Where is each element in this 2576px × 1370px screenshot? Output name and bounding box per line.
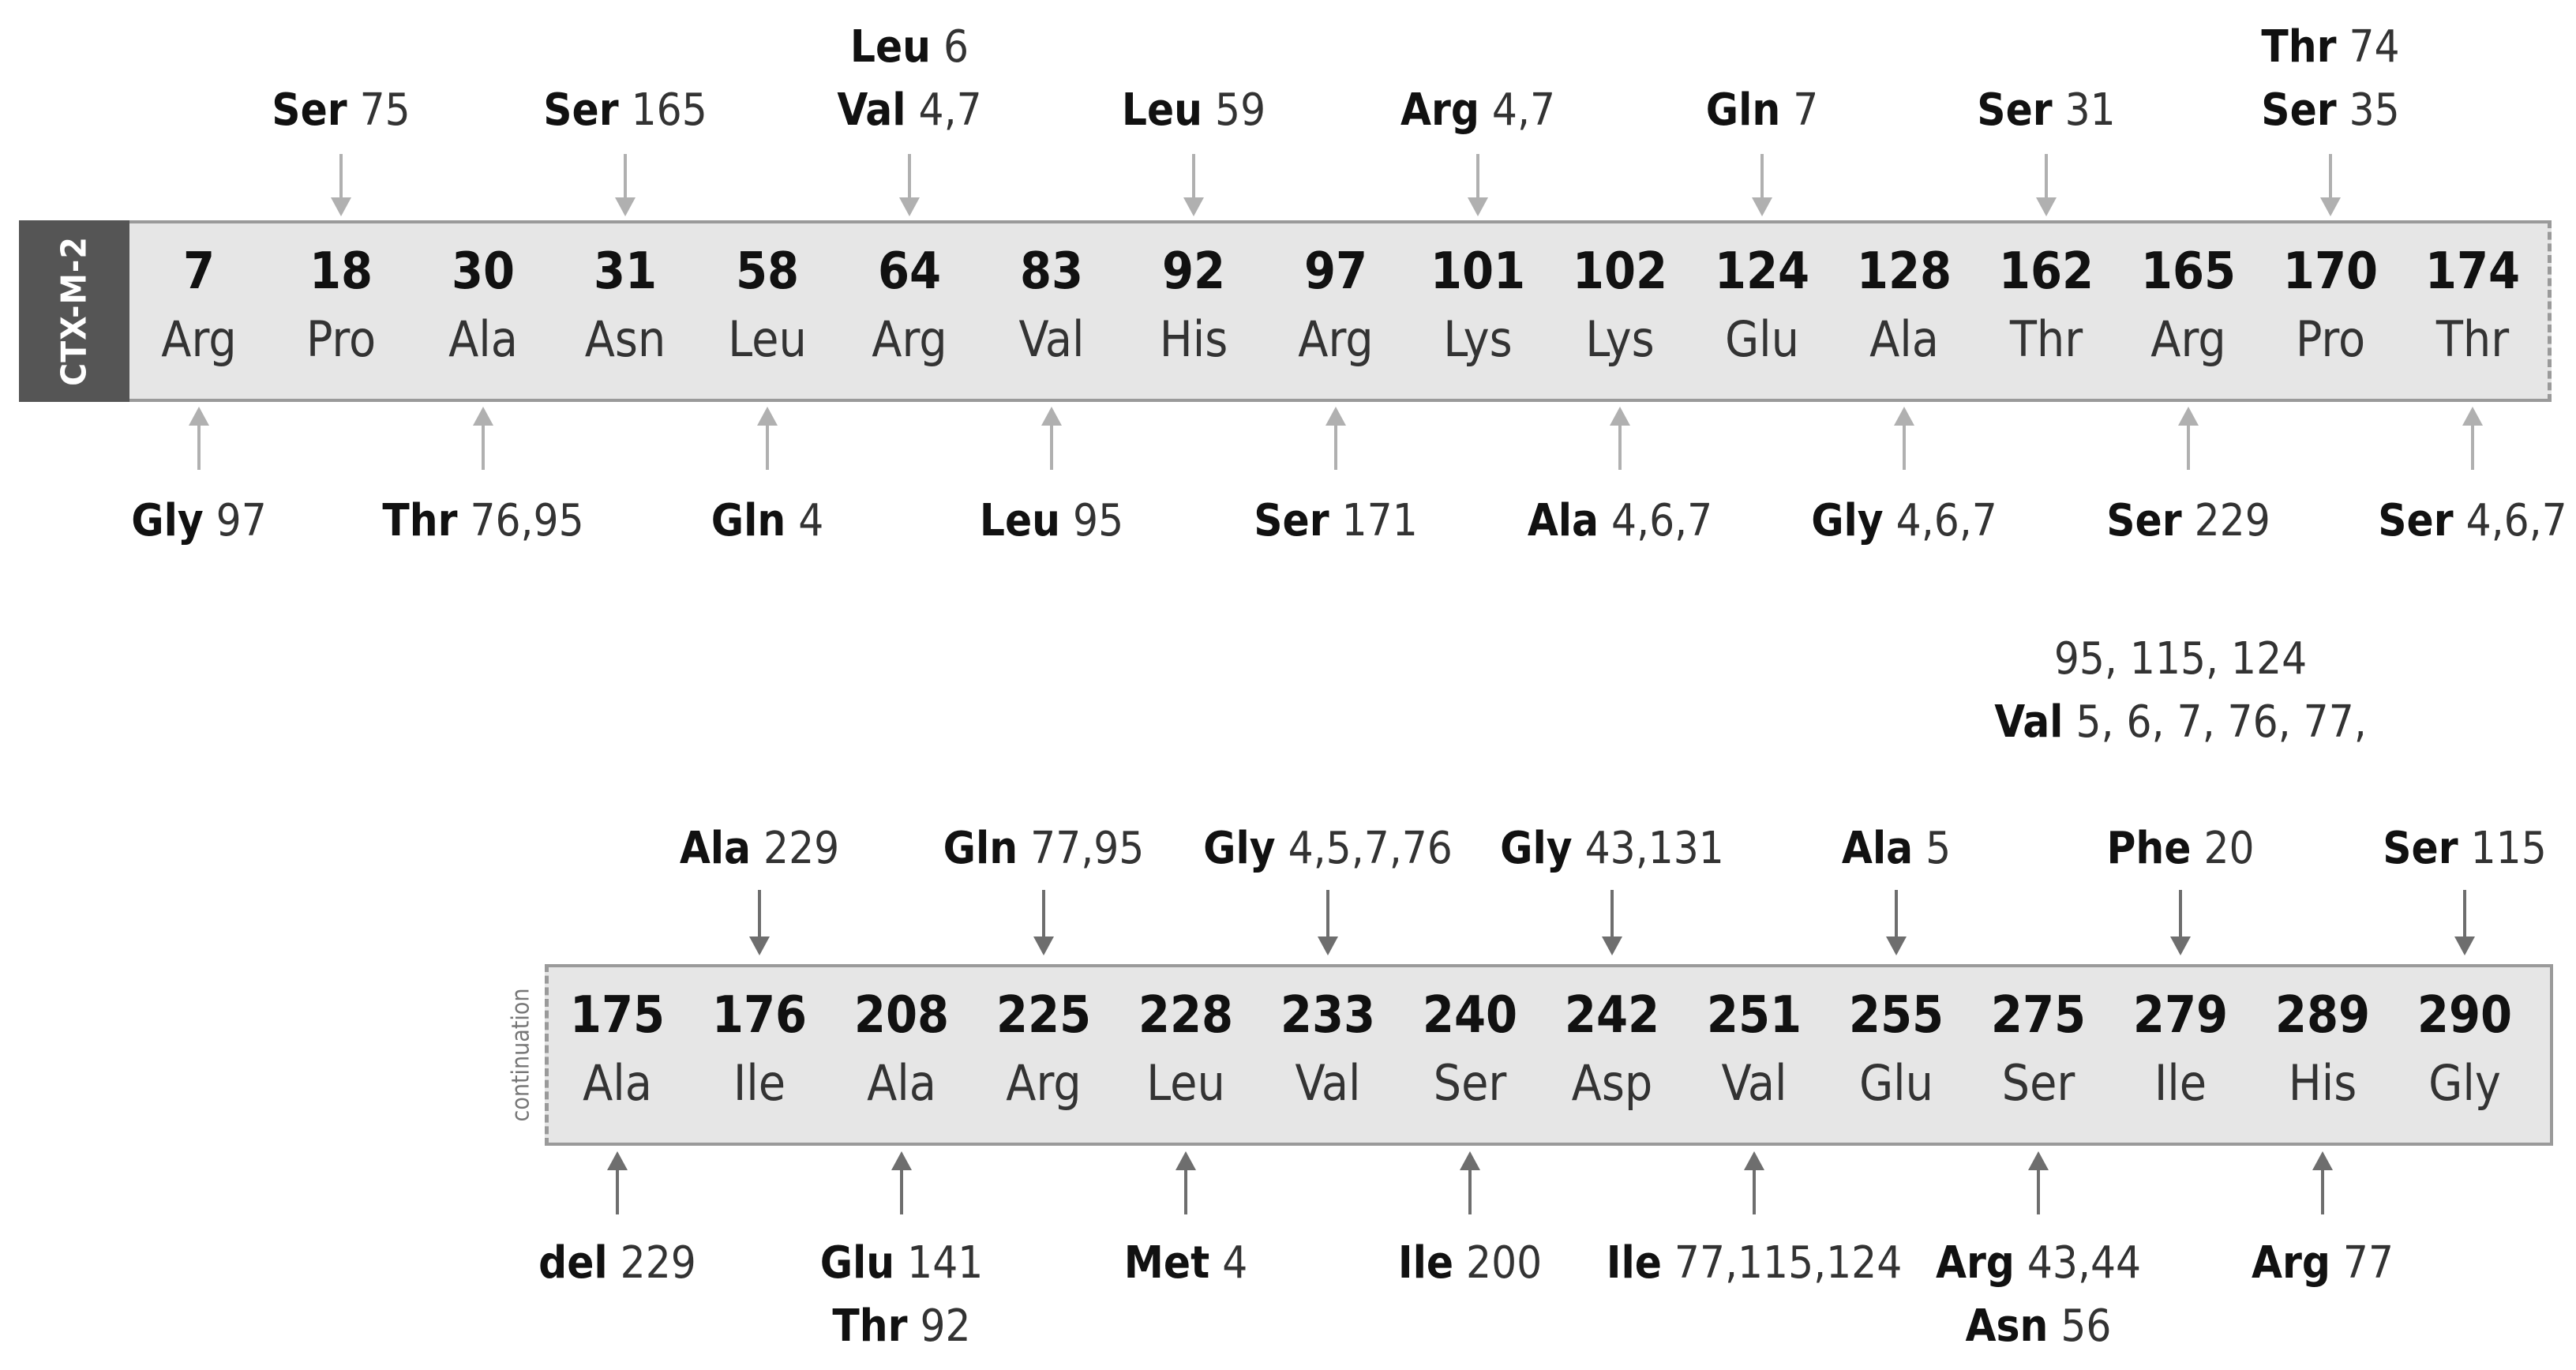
annotation-line	[1842, 817, 1951, 880]
substituted-amino-acid: Arg	[2251, 1237, 2330, 1289]
annotation-line	[1994, 691, 2366, 754]
substitution-annotation-above	[1203, 817, 1453, 880]
annotation-line	[1398, 1232, 1542, 1295]
reference-numbers: 77,115,124	[1674, 1237, 1903, 1289]
position-number: 242	[1564, 986, 1660, 1045]
substituted-amino-acid: Ser	[2106, 495, 2182, 546]
substituted-amino-acid: Leu	[979, 495, 1061, 546]
arrow-up-icon	[473, 407, 493, 470]
substituted-amino-acid: Arg	[1935, 1237, 2015, 1289]
position-number: 225	[996, 986, 1092, 1045]
arrow-up-icon	[1041, 407, 1062, 470]
arrow-down-icon	[1033, 890, 1054, 955]
substitution-annotation-below	[1528, 490, 1712, 553]
annotation-line	[1400, 79, 1555, 142]
annotation-line	[820, 1232, 984, 1295]
substitution-annotation-below	[1936, 1232, 2141, 1358]
substituted-amino-acid: Gly	[1500, 823, 1573, 874]
substituted-amino-acid: Leu	[1121, 84, 1203, 136]
annotation-line	[2106, 490, 2270, 553]
wild-type-amino-acid: Thr	[2009, 310, 2083, 368]
substitution-annotation-below	[1254, 490, 1417, 553]
reference-numbers: 77	[2342, 1237, 2394, 1289]
substituted-amino-acid: Gly	[1811, 495, 1884, 546]
residue-position	[1403, 981, 1537, 1117]
substitution-annotation-below	[2378, 490, 2567, 553]
substituted-amino-acid: Ser	[2383, 823, 2458, 874]
position-number: 289	[2274, 986, 2371, 1045]
substitution-annotation-above	[1500, 817, 1724, 880]
position-number: 233	[1280, 986, 1376, 1045]
residue-position	[1261, 981, 1395, 1117]
arrow-down-icon	[749, 890, 770, 955]
reference-numbers: 141	[907, 1237, 984, 1289]
residue-position	[2121, 237, 2255, 373]
position-number: 174	[2424, 242, 2521, 301]
wild-type-amino-acid: Arg	[161, 310, 237, 368]
wild-type-amino-acid: Lys	[1585, 310, 1655, 368]
reference-numbers: 229	[763, 823, 840, 874]
arrow-up-icon	[2178, 407, 2199, 470]
substitution-annotation-below	[980, 490, 1123, 553]
substitution-annotation-below	[1811, 490, 1997, 553]
arrow-down-icon	[2320, 154, 2341, 216]
reference-numbers: 165	[631, 84, 707, 136]
annotation-line	[1994, 817, 2366, 880]
residue-position	[1545, 981, 1679, 1117]
wild-type-amino-acid: Pro	[306, 310, 377, 368]
arrow-down-icon	[2170, 890, 2191, 955]
arrow-up-icon	[607, 1151, 628, 1214]
substituted-amino-acid: Gly	[1203, 823, 1276, 874]
reference-numbers: 43,44	[2027, 1237, 2142, 1289]
residue-position	[2405, 237, 2540, 373]
arrow-up-icon	[757, 407, 778, 470]
reference-numbers: 4,6,7	[2465, 495, 2567, 546]
reference-numbers: 92	[920, 1301, 971, 1352]
reference-numbers: 6	[943, 21, 969, 73]
wild-type-amino-acid: Ile	[2154, 1054, 2207, 1112]
position-number: 275	[1990, 986, 2087, 1045]
residue-position	[1411, 237, 1545, 373]
residue-position	[834, 981, 969, 1117]
arrow-down-icon	[331, 154, 351, 216]
annotation-line	[943, 817, 1145, 880]
annotation-line	[711, 490, 824, 553]
residue-position	[977, 981, 1111, 1117]
reference-numbers: 75	[359, 84, 411, 136]
position-number: 102	[1572, 242, 1668, 301]
substituted-amino-acid: Ala	[1841, 823, 1914, 874]
reference-numbers: 4	[798, 495, 824, 546]
arrow-down-icon	[2454, 890, 2475, 955]
wild-type-amino-acid: Arg	[1006, 1054, 1082, 1112]
annotation-line	[2383, 817, 2546, 880]
substitution-annotation-above	[1706, 79, 1819, 142]
residue-position	[550, 981, 684, 1117]
residue-position	[1553, 237, 1687, 373]
residue-position	[1269, 237, 1403, 373]
substituted-amino-acid: Met	[1123, 1237, 1210, 1289]
substitution-annotation-above	[1400, 79, 1555, 142]
substitution-annotation-above	[1977, 79, 2115, 142]
enzyme-label: CTX-M-2	[54, 236, 95, 386]
reference-numbers: 20	[2203, 823, 2255, 874]
position-number: 18	[309, 242, 373, 301]
substitution-annotation-above	[943, 817, 1145, 880]
reference-numbers: 59	[1215, 84, 1266, 136]
substituted-amino-acid: Ala	[679, 823, 752, 874]
annotation-line	[837, 16, 981, 79]
arrow-up-icon	[2312, 1151, 2333, 1214]
wild-type-amino-acid: Val	[1721, 1054, 1787, 1112]
reference-numbers: 5, 6, 7, 76, 77,	[2075, 696, 2367, 748]
position-number: 240	[1422, 986, 1518, 1045]
continuation-label: continuation	[507, 988, 535, 1122]
substitution-annotation-below	[711, 490, 824, 553]
annotation-line	[1706, 79, 1819, 142]
annotation-line	[543, 79, 707, 142]
residue-position	[1829, 981, 1963, 1117]
residue-position	[558, 237, 692, 373]
reference-numbers: 76,95	[470, 495, 584, 546]
reference-numbers: 31	[2064, 84, 2116, 136]
reference-numbers: 229	[620, 1237, 696, 1289]
position-number: 97	[1303, 242, 1368, 301]
annotation-line	[1977, 79, 2115, 142]
position-number: 92	[1161, 242, 1226, 301]
reference-numbers: 4,6,7	[1895, 495, 1997, 546]
position-number: 58	[735, 242, 800, 301]
substituted-amino-acid: Leu	[849, 21, 932, 73]
substituted-amino-acid: Gly	[131, 495, 204, 546]
reference-numbers: 43,131	[1584, 823, 1724, 874]
annotation-line	[1936, 1295, 2141, 1358]
reference-numbers: 77,95	[1030, 823, 1145, 874]
annotation-line	[1936, 1232, 2141, 1295]
position-number: 251	[1706, 986, 1802, 1045]
substituted-amino-acid: del	[538, 1237, 608, 1289]
wild-type-amino-acid: Asn	[584, 310, 666, 368]
wild-type-amino-acid: Ile	[733, 1054, 786, 1112]
wild-type-amino-acid: Lys	[1443, 310, 1513, 368]
residue-position	[692, 981, 827, 1117]
arrow-up-icon	[1894, 407, 1914, 470]
substitution-annotation-above	[1994, 628, 2366, 880]
substituted-amino-acid: Ser	[1977, 84, 2053, 136]
arrow-down-icon	[615, 154, 636, 216]
reference-numbers: 7	[1793, 84, 1819, 136]
position-number: 124	[1714, 242, 1810, 301]
substituted-amino-acid: Phe	[2106, 823, 2192, 874]
arrow-down-icon	[2036, 154, 2057, 216]
substituted-amino-acid: Ile	[1606, 1237, 1662, 1289]
arrow-up-icon	[2028, 1151, 2049, 1214]
annotation-line	[131, 490, 267, 553]
position-number: 31	[593, 242, 658, 301]
arrow-up-icon	[1325, 407, 1346, 470]
substituted-amino-acid: Gln	[711, 495, 786, 546]
annotation-line	[1203, 817, 1453, 880]
reference-numbers: 5	[1925, 823, 1952, 874]
arrow-down-icon	[1752, 154, 1772, 216]
residue-position	[842, 237, 977, 373]
substitution-annotation-below	[820, 1232, 984, 1358]
wild-type-amino-acid: His	[2288, 1054, 2357, 1112]
position-number: 255	[1848, 986, 1944, 1045]
annotation-line	[820, 1295, 984, 1358]
substitution-annotation-below	[1607, 1232, 1903, 1295]
position-number: 170	[2282, 242, 2379, 301]
arrow-down-icon	[1602, 890, 1622, 955]
position-number: 176	[711, 986, 808, 1045]
wild-type-amino-acid: Ala	[583, 1054, 652, 1112]
annotation-line	[1254, 490, 1417, 553]
substituted-amino-acid: Gln	[943, 823, 1018, 874]
residue-position	[2255, 981, 2390, 1117]
substitution-annotation-below	[2252, 1232, 2394, 1295]
substitution-annotation-above	[837, 16, 981, 142]
substituted-amino-acid: Thr	[382, 495, 458, 546]
wild-type-amino-acid: Gly	[2428, 1054, 2501, 1112]
position-number: 7	[182, 242, 216, 301]
residue-position	[1695, 237, 1829, 373]
residue-position	[1127, 237, 1261, 373]
substituted-amino-acid: Arg	[1400, 84, 1479, 136]
annotation-line	[1811, 490, 1997, 553]
wild-type-amino-acid: Leu	[1146, 1054, 1225, 1112]
position-number: 208	[853, 986, 950, 1045]
arrow-up-icon	[891, 1151, 912, 1214]
residue-position	[2263, 237, 2398, 373]
reference-numbers: 229	[2194, 495, 2270, 546]
wild-type-amino-acid: Arg	[2150, 310, 2226, 368]
reference-numbers: 4,6,7	[1611, 495, 1713, 546]
reference-numbers: 115	[2470, 823, 2547, 874]
annotation-line	[1122, 79, 1266, 142]
arrow-down-icon	[899, 154, 920, 216]
position-number: 128	[1856, 242, 1952, 301]
reference-numbers: 4,7	[918, 84, 982, 136]
substituted-amino-acid: Thr	[832, 1301, 908, 1352]
residue-position	[2398, 981, 2532, 1117]
residue-position	[2113, 981, 2248, 1117]
wild-type-amino-acid: Ala	[1869, 310, 1939, 368]
position-number: 83	[1019, 242, 1084, 301]
wild-type-amino-acid: Glu	[1724, 310, 1800, 368]
substituted-amino-acid: Ser	[2378, 495, 2454, 546]
substituted-amino-acid: Ser	[543, 84, 619, 136]
arrow-up-icon	[2462, 407, 2483, 470]
annotation-line	[980, 490, 1123, 553]
substituted-amino-acid: Thr	[2261, 21, 2337, 73]
residue-position	[984, 237, 1119, 373]
residue-position	[1979, 237, 2113, 373]
residue-position	[132, 237, 266, 373]
residue-position	[1837, 237, 1971, 373]
annotation-line	[2378, 490, 2567, 553]
annotation-line	[2261, 16, 2399, 79]
reference-numbers: 35	[2349, 84, 2400, 136]
wild-type-amino-acid: His	[1159, 310, 1228, 368]
arrow-up-icon	[1744, 1151, 1764, 1214]
wild-type-amino-acid: Arg	[1298, 310, 1374, 368]
substitution-annotation-above	[2261, 16, 2399, 142]
wild-type-amino-acid: Val	[1018, 310, 1085, 368]
annotation-line	[1528, 490, 1712, 553]
annotation-line	[538, 1232, 696, 1295]
arrow-up-icon	[1176, 1151, 1196, 1214]
arrow-down-icon	[1318, 890, 1338, 955]
substituted-amino-acid: Val	[1994, 696, 2064, 748]
wild-type-amino-acid: Val	[1295, 1054, 1361, 1112]
reference-numbers: 74	[2349, 21, 2400, 73]
wild-type-amino-acid: Thr	[2435, 310, 2510, 368]
annotation-line	[1994, 628, 2366, 691]
substitution-annotation-above	[2383, 817, 2546, 880]
substitution-annotation-above	[680, 817, 839, 880]
position-number: 290	[2417, 986, 2513, 1045]
annotation-line	[1124, 1232, 1247, 1295]
reference-numbers: 171	[1341, 495, 1418, 546]
wild-type-amino-acid: Ser	[2001, 1054, 2075, 1112]
substitution-annotation-above	[1842, 817, 1951, 880]
residue-position	[1119, 981, 1253, 1117]
wild-type-amino-acid: Glu	[1858, 1054, 1934, 1112]
wild-type-amino-acid: Leu	[728, 310, 807, 368]
reference-numbers: 200	[1466, 1237, 1543, 1289]
substitution-annotation-below	[538, 1232, 696, 1295]
annotation-line	[2252, 1232, 2394, 1295]
substituted-amino-acid: Asn	[1965, 1301, 2049, 1352]
substitution-annotation-below	[2106, 490, 2270, 553]
annotation-line	[2261, 79, 2399, 142]
wild-type-amino-acid: Asp	[1571, 1054, 1653, 1112]
position-number: 30	[451, 242, 516, 301]
substituted-amino-acid: Ala	[1527, 495, 1599, 546]
arrow-up-icon	[189, 407, 209, 470]
wild-type-amino-acid: Pro	[2295, 310, 2366, 368]
reference-numbers: 4,7	[1491, 84, 1556, 136]
position-number: 279	[2132, 986, 2229, 1045]
residue-position	[1971, 981, 2105, 1117]
position-number: 162	[1998, 242, 2094, 301]
substituted-amino-acid: Ser	[2261, 84, 2337, 136]
residue-position	[1687, 981, 1821, 1117]
position-number: 228	[1138, 986, 1234, 1045]
reference-numbers: 56	[2060, 1301, 2112, 1352]
residue-position	[274, 237, 408, 373]
substitution-annotation-below	[1124, 1232, 1247, 1295]
residue-position	[416, 237, 550, 373]
reference-numbers: 95, 115, 124	[2053, 633, 2308, 685]
position-number: 101	[1430, 242, 1526, 301]
wild-type-amino-acid: Ala	[867, 1054, 936, 1112]
substituted-amino-acid: Ile	[1397, 1237, 1454, 1289]
substituted-amino-acid: Glu	[819, 1237, 895, 1289]
annotation-line	[1607, 1232, 1903, 1295]
reference-numbers: 95	[1073, 495, 1124, 546]
substitution-annotation-below	[382, 490, 583, 553]
wild-type-amino-acid: Arg	[872, 310, 947, 368]
substitution-annotation-above	[1122, 79, 1266, 142]
reference-numbers: 97	[216, 495, 267, 546]
substitution-annotation-below	[1398, 1232, 1542, 1295]
arrow-down-icon	[1468, 154, 1488, 216]
substitution-annotation-above	[543, 79, 707, 142]
reference-numbers: 4	[1222, 1237, 1248, 1289]
annotation-line	[1500, 817, 1724, 880]
wild-type-amino-acid: Ser	[1433, 1054, 1507, 1112]
residue-position	[700, 237, 834, 373]
annotation-line	[1994, 754, 2366, 817]
reference-numbers: 4,5,7,76	[1288, 823, 1453, 874]
annotation-line	[680, 817, 839, 880]
substituted-amino-acid: Gln	[1705, 84, 1781, 136]
substituted-amino-acid: Ser	[1254, 495, 1329, 546]
substitution-annotation-below	[131, 490, 267, 553]
annotation-line	[382, 490, 583, 553]
wild-type-amino-acid: Ala	[448, 310, 518, 368]
arrow-down-icon	[1183, 154, 1204, 216]
substitution-annotation-above	[272, 79, 410, 142]
annotation-line	[837, 79, 981, 142]
arrow-up-icon	[1610, 407, 1630, 470]
arrow-up-icon	[1460, 1151, 1480, 1214]
position-number: 175	[569, 986, 666, 1045]
substituted-amino-acid: Val	[837, 84, 906, 136]
substituted-amino-acid: Ser	[272, 84, 347, 136]
annotation-line	[272, 79, 410, 142]
position-number: 64	[877, 242, 942, 301]
arrow-down-icon	[1886, 890, 1907, 955]
position-number: 165	[2140, 242, 2237, 301]
